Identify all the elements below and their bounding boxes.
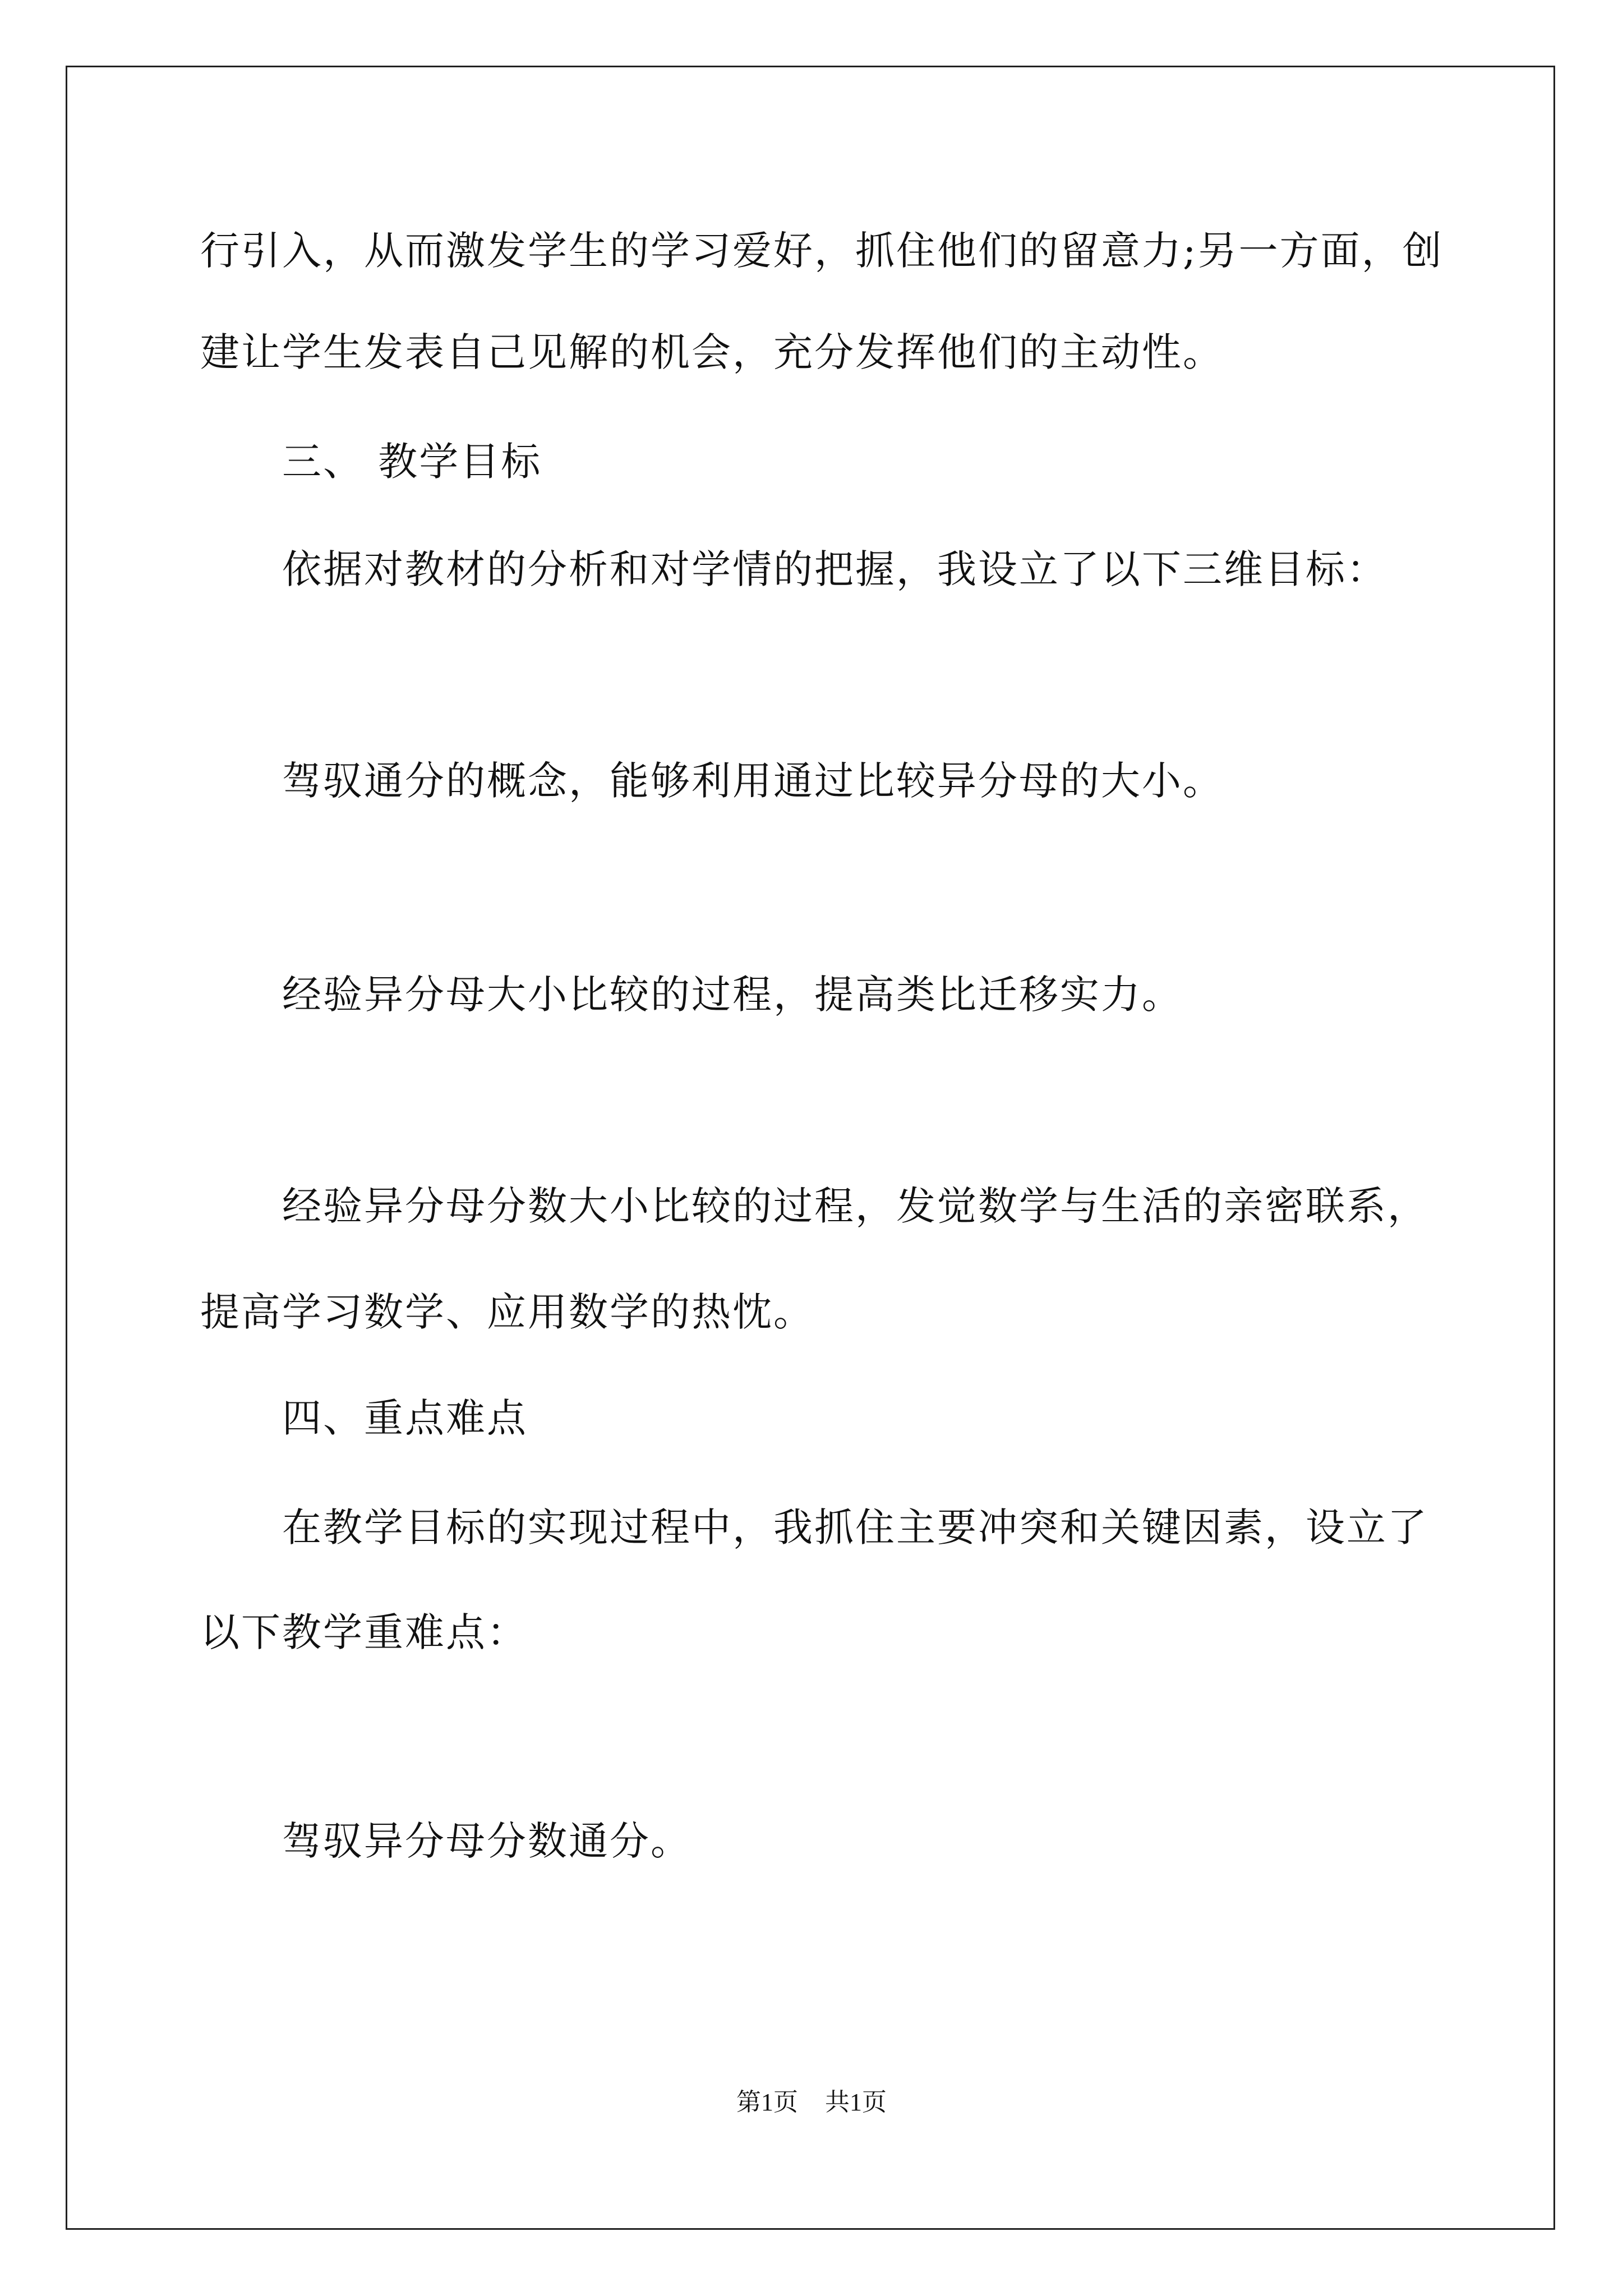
body-line-10: 在教学目标的实现过程中，我抓住主要冲突和关键因素，设立了 xyxy=(282,1504,1428,1550)
body-line-12: 驾驭异分母分数通分。 xyxy=(282,1818,691,1864)
footer-page-number: 第1页 xyxy=(736,2088,798,2116)
page-footer xyxy=(0,2090,1623,2115)
body-line-6: 经验异分母大小比较的过程，提高类比迁移实力。 xyxy=(282,972,1183,1018)
section-heading-3: 三、 教学目标 xyxy=(282,439,542,485)
body-line-11: 以下教学重难点： xyxy=(200,1609,528,1655)
body-line-7: 经验异分母分数大小比较的过程，发觉数学与生活的亲密联系， xyxy=(282,1183,1428,1229)
body-line-8: 提高学习数学、应用数学的热忱。 xyxy=(200,1289,814,1335)
section-heading-4: 四、重点难点 xyxy=(282,1395,528,1441)
page-border xyxy=(66,66,1555,2230)
body-line-4: 依据对教材的分析和对学情的把握，我设立了以下三维目标： xyxy=(282,546,1387,592)
body-line-5: 驾驭通分的概念，能够利用通过比较异分母的大小。 xyxy=(282,758,1224,804)
footer-page-total: 共1页 xyxy=(825,2088,887,2116)
body-line-2: 建让学生发表自己见解的机会，充分发挥他们的主动性。 xyxy=(200,329,1224,375)
body-line-1: 行引入，从而激发学生的学习爱好，抓住他们的留意力;另一方面，创 xyxy=(200,228,1444,274)
